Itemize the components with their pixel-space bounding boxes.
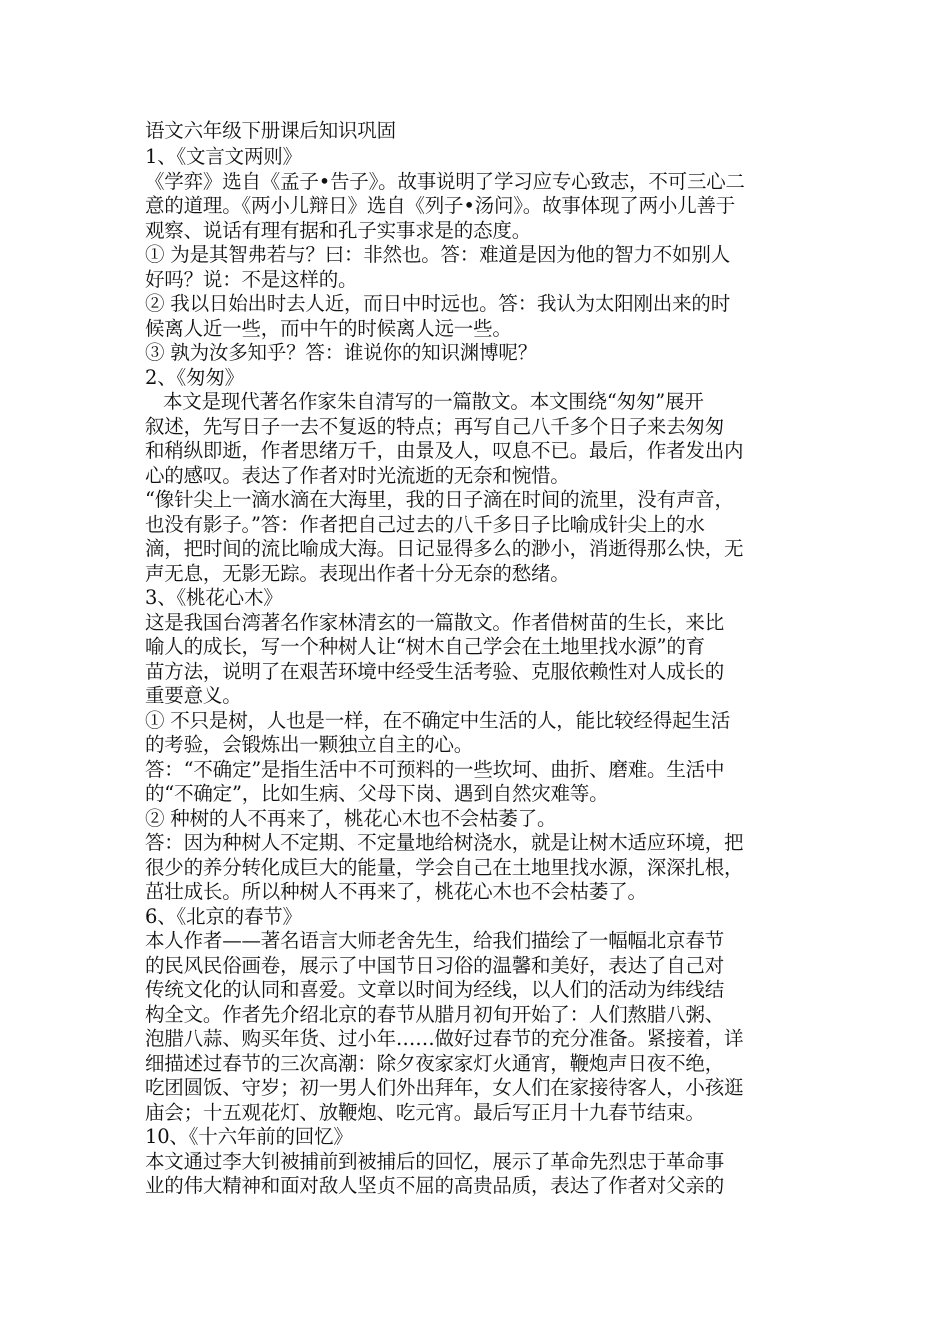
- text-line: 和稍纵即逝，作者思绪万千，由景及人，叹息不已。最后，作者发出内: [145, 439, 744, 462]
- text-line: ③ 孰为汝多知乎？答：谁说你的知识渊博呢？: [145, 341, 537, 364]
- text-line: 本文是现代著名作家朱自清写的一篇散文。本文围绕“匆匆”展开: [145, 390, 704, 413]
- text-line: 传统文化的认同和喜爱。文章以时间为经线，以人们的活动为纬线结: [145, 978, 725, 1001]
- text-line: 细描述过春节的三次高潮：除夕夜家家灯火通宵，鞭炮声日夜不绝，: [145, 1051, 725, 1075]
- text-line: 本文通过李大钊被捕前到被捕后的回忆，展示了革命先烈忠于革命事: [145, 1149, 725, 1173]
- text-line: 苗方法，说明了在艰苦环境中经受生活考验、克服依赖性对人成长的: [145, 659, 725, 683]
- text-line: 庙会；十五观花灯、放鞭炮、吃元宵。最后写正月十九春节结束。: [145, 1100, 705, 1124]
- text-line: 重要意义。: [145, 684, 242, 707]
- text-line: 本人作者——著名语言大师老舍先生，给我们描绘了一幅幅北京春节: [145, 929, 725, 952]
- text-line: 的“不确定”，比如生病、父母下岗、遇到自然灾难等。: [145, 782, 609, 805]
- text-line: ② 种树的人不再来了，桃花心木也不会枯萎了。: [145, 806, 557, 830]
- text-line: 答：因为种树人不定期、不定量地给树浇水，就是让树木适应环境，把: [145, 831, 744, 854]
- text-line: 《学弈》选自《孟子•告子》。故事说明了学习应专心致志，不可三心二: [145, 169, 745, 193]
- text-line: 这是我国台湾著名作家林清玄的一篇散文。作者借树苗的生长，来比: [145, 610, 725, 634]
- text-line: 喻人的成长，写一个种树人让“树木自己学会在土地里找水源”的育: [145, 635, 705, 658]
- text-line: ① 为是其智弗若与？曰：非然也。答：难道是因为他的智力不如别人: [145, 243, 730, 266]
- text-line: 业的伟大精神和面对敌人坚贞不屈的高贵品质，表达了作者对父亲的: [145, 1174, 725, 1197]
- text-line: 很少的养分转化成巨大的能量，学会自己在土地里找水源，深深扎根，: [145, 855, 744, 879]
- text-line: 的考验，会锻炼出一颗独立自主的心。: [145, 733, 474, 756]
- text-line: 泡腊八蒜、购买年货、过小年……做好过春节的充分准备。紧接着，详: [145, 1027, 744, 1050]
- text-line: 也没有影子。”答：作者把自己过去的八千多日子比喻成针尖上的水: [145, 512, 705, 536]
- text-line: 构全文。作者先介绍北京的春节从腊月初旬开始了：人们熬腊八粥、: [145, 1002, 725, 1026]
- text-line: 意的道理。《两小儿辩日》选自《列子•汤问》。故事体现了两小儿善于: [145, 194, 736, 217]
- text-line: ① 不只是树，人也是一样，在不确定中生活的人，能比较经得起生活: [145, 708, 730, 732]
- document-title: 语文六年级下册课后知识巩固: [145, 119, 396, 142]
- text-line: 观察、说话有理有据和孔子实事求是的态度。: [145, 218, 532, 242]
- text-line: 茁壮成长。所以种树人不再来了，桃花心木也不会枯萎了。: [145, 880, 647, 903]
- text-line: 叙述，先写日子一去不复返的特点；再写自己八千多个日子来去匆匆: [145, 414, 725, 438]
- text-line: 的民风民俗画卷，展示了中国节日习俗的温馨和美好，表达了自己对: [145, 953, 725, 977]
- text-line: 心的感叹。表达了作者对时光流逝的无奈和惋惜。: [145, 463, 570, 487]
- text-line: 答：“不确定”是指生活中不可预料的一些坎坷、曲折、磨难。生活中: [145, 757, 725, 781]
- section-heading-2: 2、《匆匆》: [145, 365, 244, 389]
- section-heading-10: 10、《十六年前的回忆》: [145, 1125, 353, 1148]
- text-line: 候离人近一些，而中午的时候离人远一些。: [145, 316, 512, 340]
- text-line: 吃团圆饭、守岁；初一男人们外出拜年，女人们在家接待客人，小孩逛: [145, 1076, 744, 1099]
- text-line: ② 我以日始出时去人近，而日中时远也。答：我认为太阳刚出来的时: [145, 292, 730, 315]
- text-line: 滴，把时间的流比喻成大海。日记显得多么的渺小，消逝得那么快，无: [145, 537, 744, 560]
- section-heading-1: 1、《文言文两则》: [145, 145, 302, 168]
- section-heading-3: 3、《桃花心木》: [145, 586, 283, 609]
- text-line: 好吗？说：不是这样的。: [145, 267, 358, 291]
- document-page: [145, 119, 815, 1199]
- text-line: “像针尖上一滴水滴在大海里，我的日子滴在时间的流里，没有声音，: [145, 488, 734, 511]
- text-line: 声无息，无影无踪。表现出作者十分无奈的愁绪。: [145, 561, 570, 585]
- section-heading-6: 6、《北京的春节》: [145, 904, 302, 928]
